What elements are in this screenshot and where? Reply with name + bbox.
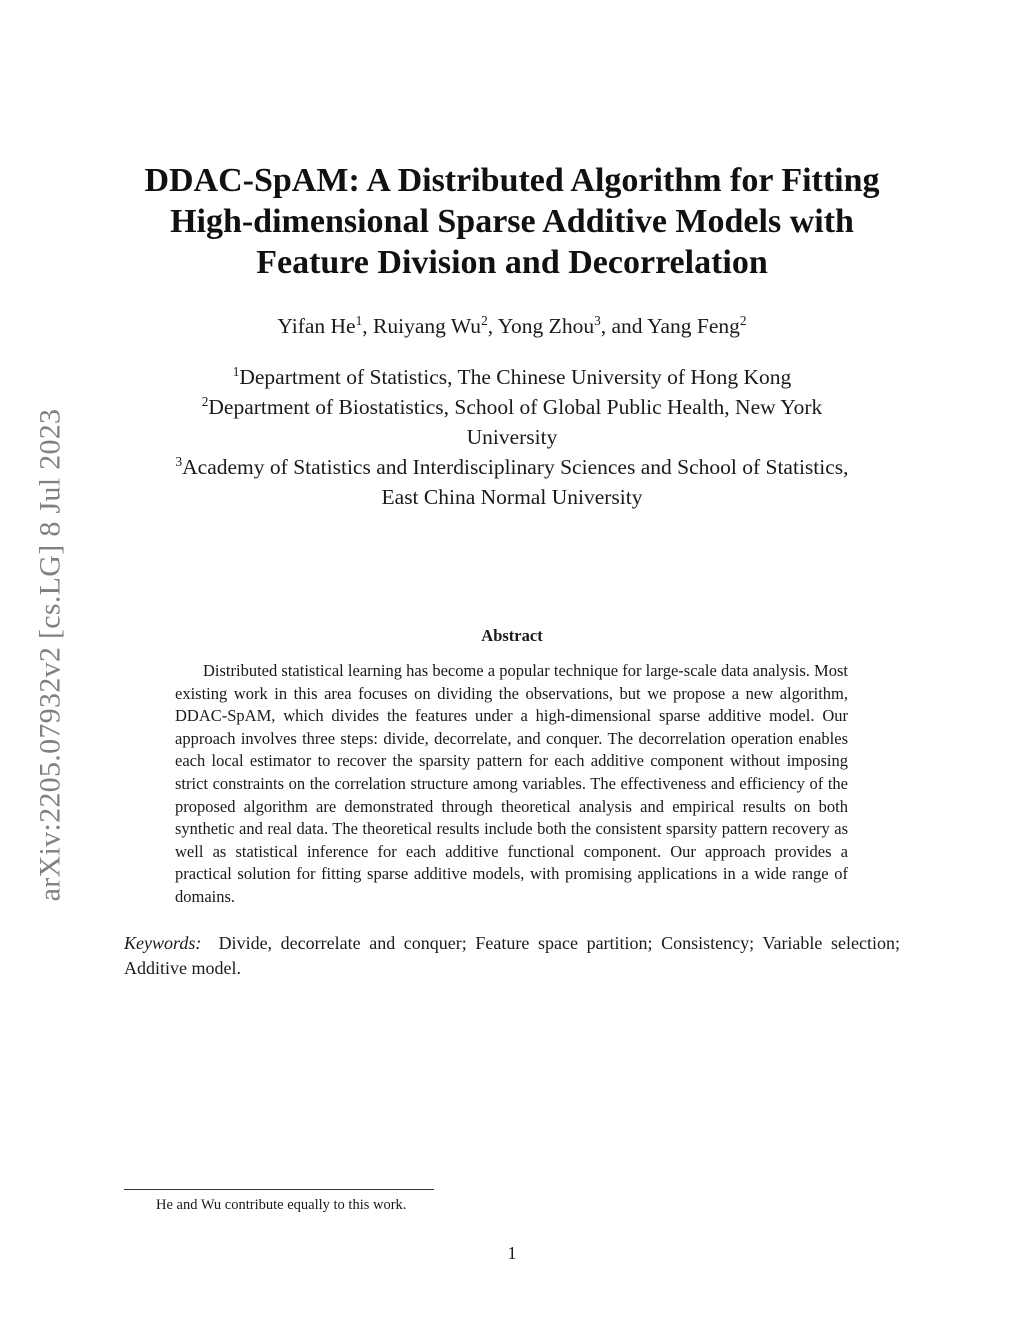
affiliation-1 xyxy=(110,362,914,392)
author-affiliation-mark: 3 xyxy=(594,312,601,328)
paper-title xyxy=(110,160,914,283)
author-name: Yong Zhou xyxy=(497,314,595,338)
author-name: Yifan He xyxy=(277,314,356,338)
author-list xyxy=(110,311,914,341)
keywords-paragraph xyxy=(124,931,900,981)
author-name: Yang Feng xyxy=(647,314,740,338)
footnote: He and Wu contribute equally to this work. xyxy=(156,1197,407,1213)
author-name: Ruiyang Wu xyxy=(373,314,482,338)
arxiv-stamp-text: arXiv:2205.07932v2 [cs.LG] 8 Jul 2023 xyxy=(33,408,66,902)
affiliation-mark: 2 xyxy=(201,393,209,409)
page-number: 1 xyxy=(507,1243,517,1263)
author-separator: , xyxy=(362,314,374,338)
affiliation-text: Academy of Statistics and Interdisciplinary Sciences and School of Statistics, xyxy=(182,455,849,479)
author-separator: , and xyxy=(600,314,648,338)
keywords-label: Keywords: xyxy=(124,933,202,953)
affiliation-text: Department of Statistics, The Chinese University of Hong Kong xyxy=(239,365,792,389)
abstract-heading: Abstract xyxy=(481,626,543,645)
title-line-3: Feature Division and Decorrelation xyxy=(256,244,768,281)
abstract-body: Distributed statistical learning has become a popular technique for large-scale data analysis. Most existing work in this area focuses on dividing the observations, but we propose a new algorithm, DDAC-SpAM, which divides the features under a high-dimensional sparse additive model. Our approach involves three steps: divide, decorrelate, and conquer. The decorrelation operation enables each local estimator to recover the sparsity pattern for each additive component without imposing strict constraints on the correlation structure among variables. The effectiveness and efficiency of the proposed algorithm are demonstrated through theoretical analysis and empirical results on both synthetic and real data. The theoretical results include both the consistent sparsity pattern recovery as well as statistical inference for each additive functional component. Our approach provides a practical solution for fitting sparse additive models, with promising applications in a wide range of domains. xyxy=(175,661,848,906)
author-affiliation-mark: 2 xyxy=(739,312,747,328)
arxiv-identifier-stamp xyxy=(20,377,80,933)
affiliation-mark: 1 xyxy=(232,363,240,379)
author-affiliation-mark: 2 xyxy=(481,312,488,328)
affiliation-list xyxy=(110,362,914,512)
author-separator: , xyxy=(487,314,498,338)
affiliation-text: Department of Biostatistics, School of Global Public Health, New York xyxy=(208,395,823,419)
footnote-divider xyxy=(124,1189,434,1190)
affiliation-mark: 3 xyxy=(175,453,183,469)
affiliation-3 xyxy=(110,452,914,512)
title-line-2: High-dimensional Sparse Additive Models with xyxy=(170,203,854,240)
affiliation-text-continued: East China Normal University xyxy=(381,485,643,509)
affiliation-text-continued: University xyxy=(466,425,558,449)
author-affiliation-mark: 1 xyxy=(355,312,363,328)
keywords-text: Divide, decorrelate and conquer; Feature space partition; Consistency; Variable selection; Additive model. xyxy=(124,933,901,978)
affiliation-2 xyxy=(110,392,914,452)
title-line-1: DDAC-SpAM: A Distributed Algorithm for Fitting xyxy=(144,162,880,199)
